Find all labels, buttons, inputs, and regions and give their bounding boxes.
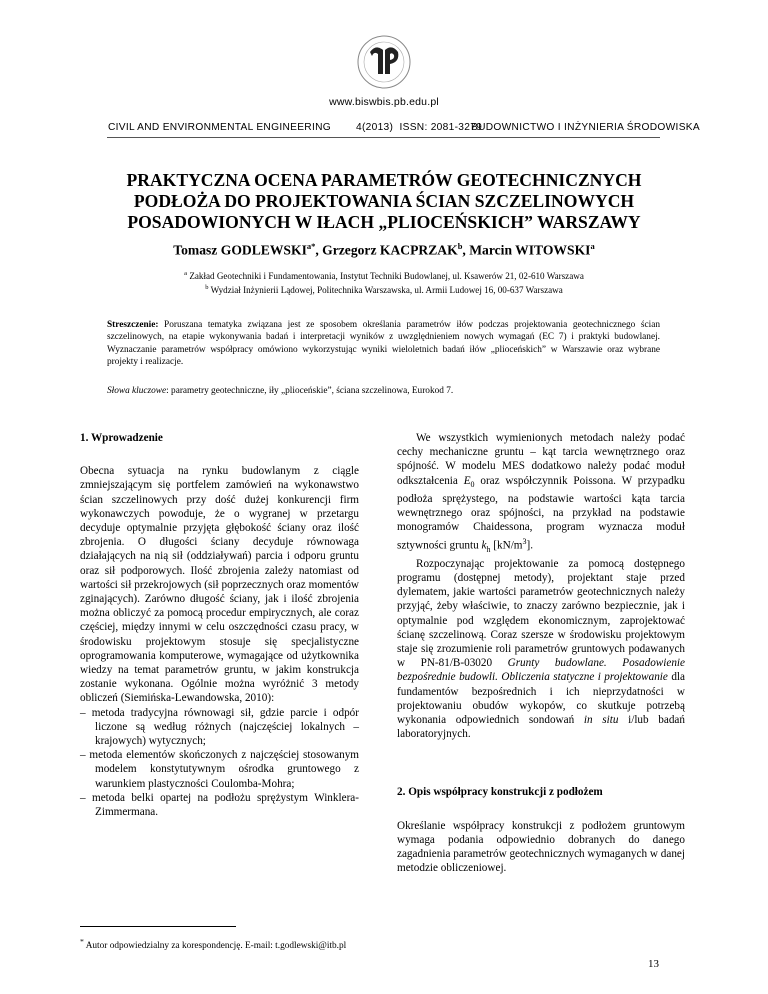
- superscript: 3: [522, 536, 527, 546]
- text-run: i/lub badań laboratoryjnych.: [397, 714, 685, 741]
- subscript: h: [486, 544, 491, 554]
- text-run: oraz współczynnik Poissona. W przypadku podłoża sprężystego, na podstawie wartości kąta tarcia wewnętrznego oraz spójności, na przykład na podstawie monogramów Chaidessona, program wyznacza moduł sztywności gruntu: [397, 474, 685, 552]
- title-line-3: POSADOWIONYCH W IŁACH „PLIOCEŃSKICH” WARSZAWY: [127, 212, 641, 232]
- footnote-text: Autor odpowiedzialny za korespondencję. E-mail: t.godlewski@itb.pl: [85, 941, 347, 952]
- subscript: 0: [470, 479, 475, 489]
- affiliation-b-text: Wydział Inżynierii Lądowej, Politechnika Warszawska, ul. Armii Ludowej 16, 00-637 Warszawa: [210, 285, 563, 296]
- section-2-heading: 2. Opis współpracy konstrukcji z podłożem: [397, 786, 603, 799]
- list-item: – metoda elementów skończonych z najczęściej stosowanym modelem konstytutywnym ośrodka gruntowego z warunkiem plastyczności Coulomba-Mohra;: [80, 749, 359, 790]
- seal-icon: [356, 34, 412, 90]
- author-2-mark: b: [457, 241, 463, 251]
- page-number: 13: [648, 958, 659, 970]
- keywords-label: Słowa kluczowe: [107, 386, 167, 396]
- section-1-heading: 1. Wprowadzenie: [80, 432, 163, 444]
- affiliation-a-text: Zakład Geotechniki i Fundamentowania, Instytut Techniki Budowlanej, ul. Ksawerów 21, 02-610 Warszawa: [189, 271, 584, 282]
- keywords: [107, 386, 660, 396]
- section-1-paragraph: Obecna sytuacja na rynku budowlanym z ciągle zmniejszającym się portfelem zamówień na wykonawstwo ścian szczelinowych przy dość dużej konkurencji firm wykonawczych powoduje, że o wygranej w przetargu decyduje optymalnie przyjęta głębokość ściany oraz ilość zbrojenia. O długości ściany decyduje równowaga działających na nią sił (oddziaływań) parcia i odporu gruntu oraz sił podporowych. Ilość zbrojenia zależy natomiast od wartości sił przekrojowych (sił poprzecznych oraz momentów zginających). Zarówno długość ściany, jak i ilość zbrojenia można obliczyć za pomocą procedur empirycznych, ale coraz częściej, między innymi w celu oszczędności czasu pracy, w środowisku projektowym stosuje się specjalistyczne oprogramowania komputerowe, wymagające od użytkownika wiedzy na temat parametrów gruntu, w jakim konstrukcja zostanie wykonana. Ogólnie można wyróżnić 3 metody obliczeń (Siemińska-Lewandowska, 2010):: [80, 465, 359, 705]
- title-line-1: PRAKTYCZNA OCENA PARAMETRÓW GEOTECHNICZNYCH: [126, 170, 642, 190]
- affiliations: [0, 268, 768, 296]
- text-run: Rozpoczynając projektowanie za pomocą dostępnego programu (dostępnej metody), projektant staje przed dylematem, jakie wartości parametrów geotechnicznych należy przyjąć, żeby właściwie, to znaczy zarówno bezpiecznie, jak i optymalnie pod względem ekonomicznym, zaprojektować ścianę szczelinową. Coraz szersze w środowisku projektowym staje się zrozumienie roli parametrów gruntowych podawanych w PN-81/B-03020: [397, 557, 685, 670]
- author-2: Grzegorz KACPRZAK: [322, 242, 458, 258]
- author-1-mark: a*: [306, 241, 316, 251]
- text-run: dla fundamentów bezpośrednich i ich nieprzydatności w projektowaniu obudów wykopów, co skutkuje potrzebą wykonania odpowiednich sondowań: [397, 671, 685, 727]
- author-3-mark: a: [590, 241, 595, 251]
- footnote: [80, 937, 346, 951]
- text-run: ].: [526, 539, 534, 552]
- footnote-rule: [80, 926, 236, 927]
- author-1: Tomasz GODLEWSKI: [173, 242, 307, 258]
- list-item: – metoda belki opartej na podłożu sprężystym Winklera-Zimmermana.: [80, 791, 359, 819]
- in-situ-term: in situ: [583, 714, 619, 727]
- keywords-text: : parametry geotechniczne, iły „plioceńskie”, ściana szczelinowa, Eurokod 7.: [166, 386, 454, 396]
- affiliation-a-mark: a: [184, 270, 188, 277]
- symbol-e: E: [463, 474, 471, 487]
- symbol-k: k: [481, 539, 487, 552]
- footnote-mark: *: [80, 937, 84, 946]
- journal-name-en: CIVIL AND ENVIRONMENTAL ENGINEERING: [108, 122, 331, 133]
- affiliation-a: [0, 268, 768, 282]
- left-column: [80, 431, 359, 819]
- affiliation-b: [0, 282, 768, 296]
- paragraph-methods: [397, 431, 685, 557]
- journal-url[interactable]: www.biswbis.pb.edu.pl: [329, 96, 439, 108]
- issue-issn: 4(2013) ISSN: 2081-3279: [356, 122, 483, 133]
- paper-title: [80, 170, 688, 233]
- title-line-2: PODŁOŻA DO PROJEKTOWANIA ŚCIAN SZCZELINOWYCH: [133, 191, 635, 211]
- affiliation-b-mark: b: [205, 284, 209, 292]
- header-rule: [107, 137, 660, 138]
- abstract-text: Poruszana tematyka związana jest ze sposobem określania parametrów iłów podczas projektowania geotechnicznego ścian szczelinowych, na etapie wykonywania badań i interpretacji wyników z uwzględnieniem nowych wymagań (EC 7) i praktyki budowlanej. Wyznaczanie parametrów współpracy omówiono wykorzystując wyniki wieloletnich badań iłów „plioceńskich” w Warszawie oraz wybrane projekty i realizacje.: [107, 320, 660, 367]
- journal-name-pl: BUDOWNICTWO I INŻYNIERIA ŚRODOWISKA: [471, 122, 700, 133]
- author-list: Tomasz $GODLEWSKI^{a*}$, Grzegorz KACPRZAK$^b$, Marcin WITOWSKI$^a$: [173, 241, 595, 258]
- abstract-label: Streszczenie:: [107, 320, 159, 330]
- journal-seal-logo: [356, 34, 412, 90]
- author-3: Marcin WITOWSKI: [469, 242, 591, 258]
- section-2-paragraph: Określanie współpracy konstrukcji z podłożem gruntowym wymaga podania odpowiednio dobranych do danego zagadnienia parametrów geotechnicznych wymaganych w danej metodzie obliczeniowej.: [397, 819, 685, 875]
- text-run: [kN/m: [490, 539, 523, 552]
- paragraph-design: [397, 557, 685, 742]
- standard-title: Grunty budowlane. Posadowienie bezpośrednie budowli. Obliczenia statyczne i projektowanie: [397, 657, 686, 684]
- abstract: [107, 319, 660, 368]
- right-column: [397, 431, 685, 875]
- text-run: We wszystkich wymienionych metodach należy podać cechy mechaniczne gruntu – kąt tarcia wewnętrznego oraz spójność. W modelu MES dodatkowo należy podać moduł odkształcenia: [397, 432, 685, 487]
- list-item: – metoda tradycyjna równowagi sił, gdzie parcie i odpór liczone są według różnych (najczęściej lokalnych – krajowych) wytycznych;: [80, 706, 359, 748]
